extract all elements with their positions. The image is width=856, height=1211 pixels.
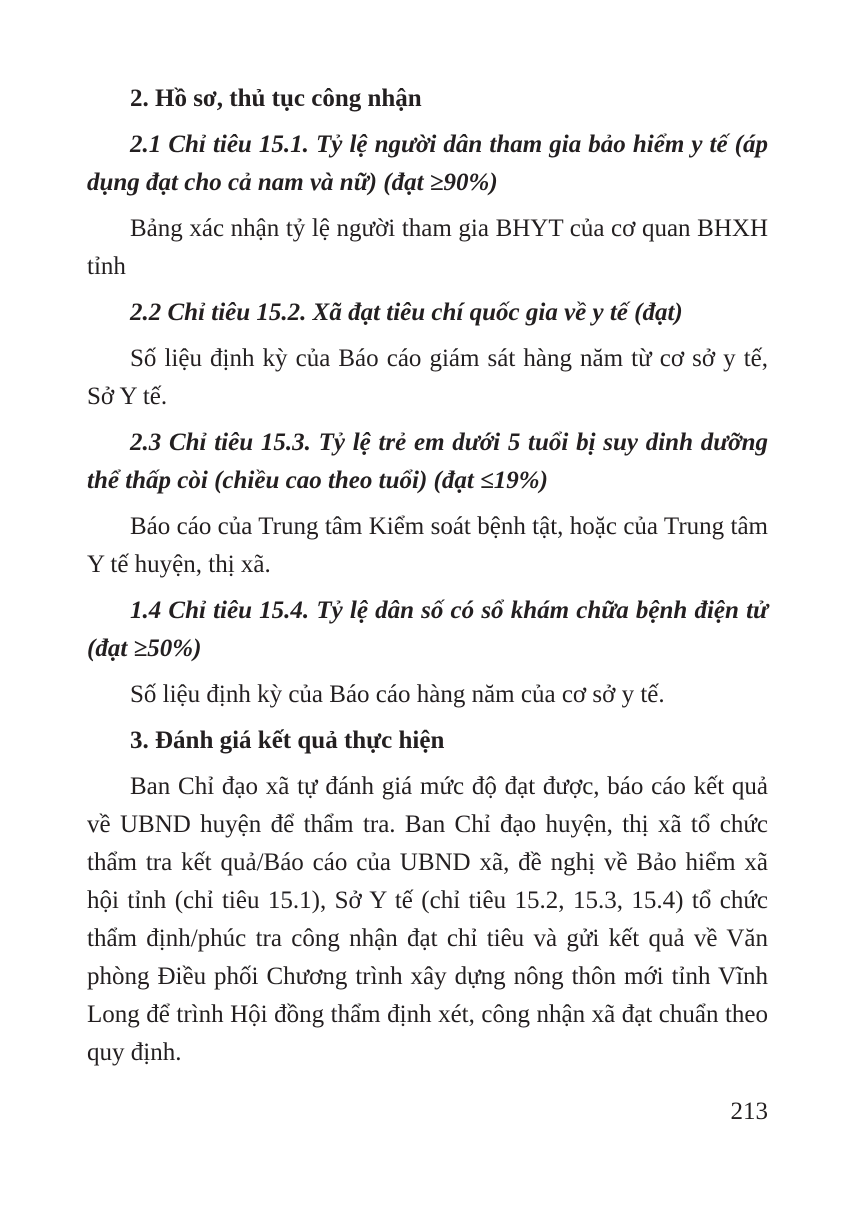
- page-number: 213: [730, 1098, 768, 1125]
- criterion-15-1-body: Bảng xác nhận tỷ lệ người tham gia BHYT của cơ quan BHXH tỉnh: [87, 215, 768, 280]
- criterion-15-4-body: Số liệu định kỳ của Báo cáo hàng năm của cơ sở y tế.: [130, 681, 665, 708]
- criterion-15-2-body: Số liệu định kỳ của Báo cáo giám sát hàng năm từ cơ sở y tế, Sở Y tế.: [87, 345, 768, 410]
- criterion-15-1-title: 2.1 Chỉ tiêu 15.1. Tỷ lệ người dân tham gia bảo hiểm y tế (áp dụng đạt cho cả nam và nữ) (đạt ≥90%): [87, 131, 768, 196]
- criterion-15-4-title: 1.4 Chỉ tiêu 15.4. Tỷ lệ dân số có sổ khám chữa bệnh điện tử (đạt ≥50%): [87, 597, 768, 662]
- criterion-15-2-title: 2.2 Chỉ tiêu 15.2. Xã đạt tiêu chí quốc gia về y tế (đạt): [130, 299, 683, 326]
- document-page: [87, 80, 768, 1072]
- criterion-15-3-title: 2.3 Chỉ tiêu 15.3. Tỷ lệ trẻ em dưới 5 tuổi bị suy dinh dưỡng thể thấp còi (chiều cao theo tuổi) (đạt ≤19%): [87, 429, 768, 494]
- section-heading-2: 2. Hồ sơ, thủ tục công nhận: [130, 85, 422, 112]
- evaluation-body: Ban Chỉ đạo xã tự đánh giá mức độ đạt được, báo cáo kết quả về UBND huyện để thẩm tra. Ban Chỉ đạo huyện, thị xã tổ chức thẩm tra kết quả/Báo cáo của UBND xã, đề nghị về Bảo hiểm xã hội tỉnh (chỉ tiêu 15.1), Sở Y tế (chỉ tiêu 15.2, 15.3, 15.4) tổ chức thẩm định/phúc tra công nhận đạt chỉ tiêu và gửi kết quả về Văn phòng Điều phối Chương trình xây dựng nông thôn mới tỉnh Vĩnh Long để trình Hội đồng thẩm định xét, công nhận xã đạt chuẩn theo quy định.: [87, 773, 768, 1066]
- criterion-15-3-body: Báo cáo của Trung tâm Kiểm soát bệnh tật, hoặc của Trung tâm Y tế huyện, thị xã.: [87, 513, 768, 578]
- section-heading-3: 3. Đánh giá kết quả thực hiện: [130, 727, 445, 754]
